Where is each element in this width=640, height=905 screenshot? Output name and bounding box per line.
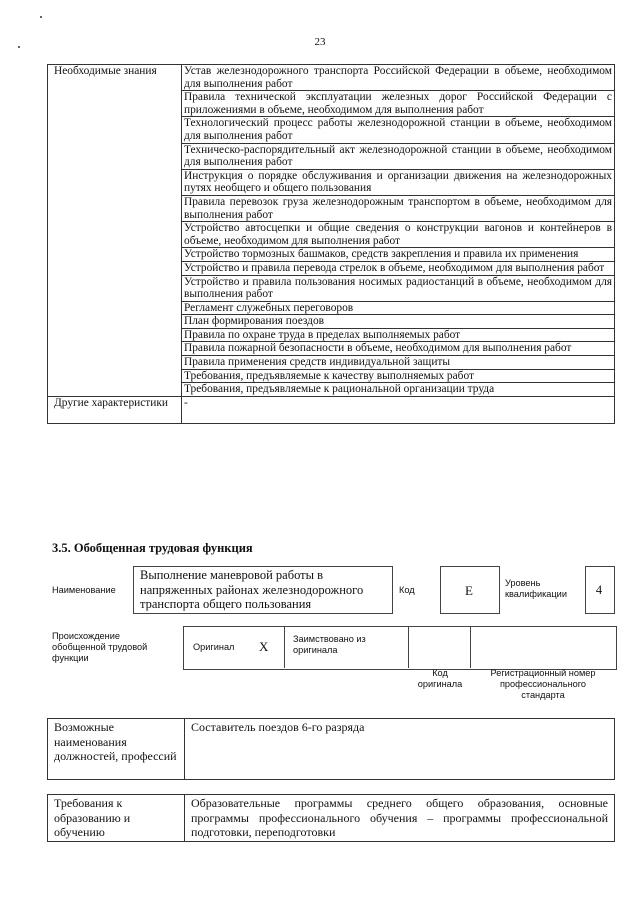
knowledge-item: Техническо-распорядительный акт железнодорожной станции в объеме, необходимом для выполнения работ (182, 143, 615, 169)
education-label: Требования к образованию и обучению (48, 795, 185, 842)
level-label: Уровень квалификации (505, 578, 567, 599)
origin-label: Происхождение обобщенной трудовой функции (52, 631, 148, 663)
knowledge-item: Правила перевозок груза железнодорожным транспортом в объеме, необходимом для выполнения работ (182, 195, 615, 221)
knowledge-item: Регламент служебных переговоров (182, 301, 615, 315)
knowledge-item: Правила технической эксплуатации железных дорог Российской Федерации с приложениями в объеме, необходимом для выполнения работ (182, 91, 615, 117)
code-caption: Код оригинала (417, 668, 463, 689)
knowledge-item: Технологический процесс работы железнодорожной станции в объеме, необходимом для выполнения работ (182, 117, 615, 143)
knowledge-item: Устройство тормозных башмаков, средств закрепления и правила их применения (182, 248, 615, 262)
knowledge-item: Требования, предъявляемые к качеству выполняемых работ (182, 369, 615, 383)
origin-divider (470, 626, 471, 668)
knowledge-item: Правила применения средств индивидуальной защиты (182, 356, 615, 370)
knowledge-item: План формирования поездов (182, 315, 615, 329)
education-table (47, 794, 615, 842)
positions-table (47, 718, 615, 780)
original-mark: X (259, 639, 269, 654)
page-number: 23 (314, 36, 326, 48)
knowledge-item: Устройство и правила перевода стрелок в объеме, необходимом для выполнения работ (182, 261, 615, 275)
level-value: 4 (595, 583, 603, 597)
origin-divider (408, 626, 409, 668)
code-value: E (465, 583, 473, 598)
knowledge-item: Устройство и правила пользования носимых радиостанций в объеме, необходимом для выполнения работ (182, 275, 615, 301)
origin-divider (284, 626, 285, 668)
knowledge-item: Устав железнодорожного транспорта Российской Федерации в объеме, необходимом для выполнения работ (182, 65, 615, 91)
other-value: - (182, 396, 615, 423)
knowledge-row (48, 65, 615, 91)
positions-label: Возможные наименования должностей, профессий (48, 719, 185, 780)
name-label: Наименование (52, 585, 116, 595)
knowledge-item: Правила по охране труда в пределах выполняемых работ (182, 328, 615, 342)
knowledge-label: Необходимые знания (48, 65, 182, 397)
code-label: Код (399, 585, 415, 595)
other-row (48, 396, 615, 423)
knowledge-item: Инструкция о порядке обслуживания и организации движения на железнодорожных путях необщего и общего пользования (182, 169, 615, 195)
section-title: 3.5. Обобщенная трудовая функция (52, 541, 253, 555)
knowledge-item: Требования, предъявляемые к рациональной организации труда (182, 383, 615, 397)
reg-caption: Регистрационный номер профессионального стандарта (490, 668, 596, 700)
scan-dot (40, 16, 42, 18)
knowledge-item: Устройство автосцепки и общие сведения о конструкции вагонов и контейнеров в объеме, необходимом для выполнения работ (182, 222, 615, 248)
other-label: Другие характеристики (48, 396, 182, 423)
knowledge-item: Правила пожарной безопасности в объеме, необходимом для выполнения работ (182, 342, 615, 356)
function-name: Выполнение маневровой работы в напряженных районах железнодорожного транспорта общего пользования (140, 568, 364, 611)
original-label: Оригинал (193, 642, 235, 652)
positions-value: Составитель поездов 6-го разряда (185, 719, 615, 780)
education-value: Образовательные программы среднего общего образования, основные программы профессионального обучения – программы профессиональной подготовки, переподготовки (185, 795, 615, 842)
knowledge-table (47, 64, 615, 424)
borrowed-label: Заимствовано из оригинала (293, 634, 366, 655)
